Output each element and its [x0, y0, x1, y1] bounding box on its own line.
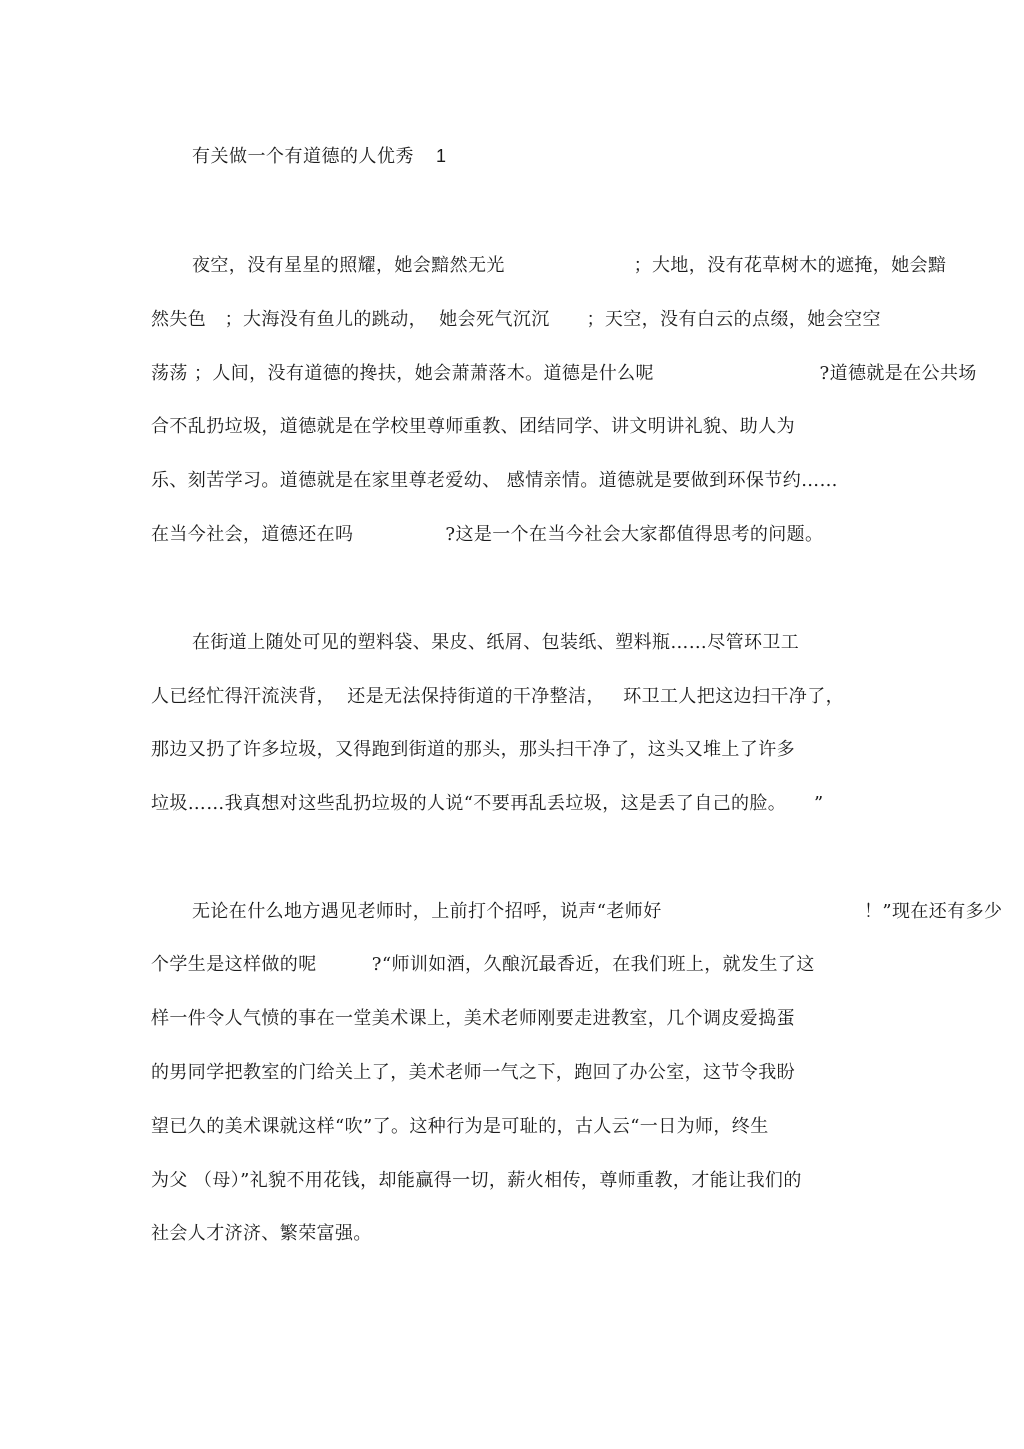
paragraph-3-line-5: 望已久的美术课就这样“吹”了。这种行为是可耻的，古人云“一日为师，终生 [151, 1116, 769, 1137]
paragraph-1-line-2: 然失色 ；大海没有鱼儿的跳动， 她会死气沉沉 ；天空，没有白云的点缀，她会空空 [151, 309, 881, 330]
paragraph-2-line-3: 那边又扔了许多垃圾，又得跑到街道的那头，那头扫干净了，这头又堆上了许多 [151, 739, 795, 760]
paragraph-3-line-3: 样一件令人气愤的事在一堂美术课上，美术老师刚要走进教室，几个调皮爱捣蛋 [151, 1008, 795, 1029]
paragraph-2-line-2: 人已经忙得汗流浃背， 还是无法保持街道的干净整洁， 环卫工人把这边扫干净了， [151, 686, 845, 707]
paragraph-2-line-4: 垃圾……我真想对这些乱扔垃圾的人说“不要再乱丢垃圾，这是丢了自己的脸。 ” [151, 793, 824, 814]
paragraph-2-line-1: 在街道上随处可见的塑料袋、果皮、纸屑、包装纸、塑料瓶……尽管环卫工 [192, 632, 800, 653]
title-number: 1 [436, 146, 447, 166]
paragraph-1-line-5: 乐、刻苦学习。道德就是在家里尊老爱幼、 感情亲情。道德就是要做到环保节约…… [151, 470, 838, 491]
paragraph-1-line-1: 夜空，没有星星的照耀，她会黯然无光 ；大地，没有花草树木的遮掩，她会黯 [192, 255, 947, 276]
title-text: 有关做一个有道德的人优秀 [192, 146, 414, 167]
paragraph-1-line-6: 在当今社会，道德还在吗 ?这是一个在当今社会大家都值得思考的问题。 [151, 524, 824, 545]
paragraph-3-line-4: 的男同学把教室的门给关上了，美术老师一气之下，跑回了办公室，这节令我盼 [151, 1062, 795, 1083]
paragraph-1-line-3: 荡荡 ；人间，没有道德的搀扶，她会萧萧落木。道德是什么呢 ?道德就是在公共场 [151, 363, 977, 384]
paragraph-3-line-7: 社会人才济济、繁荣富强。 [151, 1223, 372, 1244]
paragraph-3-line-6: 为父 （母）”礼貌不用花钱，却能赢得一切，薪火相传，尊师重教，才能让我们的 [151, 1170, 802, 1191]
paragraph-3-line-2: 个学生是这样做的呢 ?“师训如酒，久酿沉最香近，在我们班上，就发生了这 [151, 954, 815, 975]
paragraph-3-line-1: 无论在什么地方遇见老师时，上前打个招呼，说声“老师好 ！”现在还有多少 [192, 901, 1003, 922]
paragraph-1-line-4: 合不乱扔垃圾，道德就是在学校里尊师重教、团结同学、讲文明讲礼貌、助人为 [151, 416, 795, 437]
document-title [192, 143, 447, 170]
